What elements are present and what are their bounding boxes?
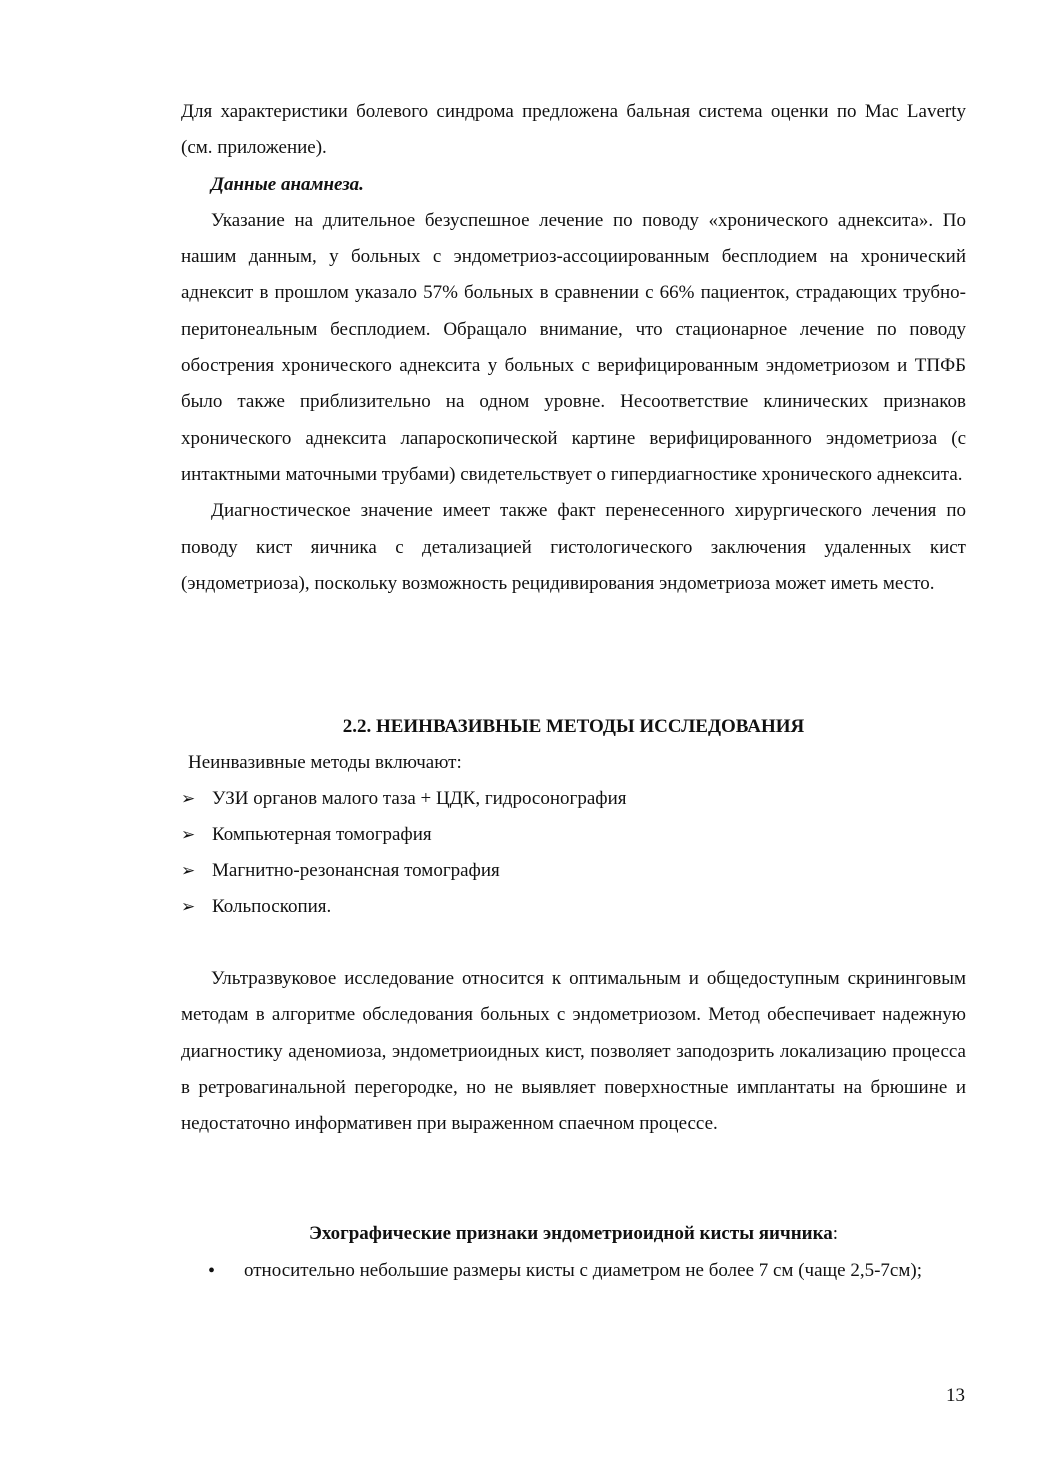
- methods-list: [181, 781, 626, 925]
- list-item: [181, 781, 626, 817]
- paragraph-pain-scoring: Для характеристики болевого синдрома предложена бальная система оценки по Mac Laverty (см. приложение).: [181, 101, 966, 159]
- method-label: Магнитно-резонансная томография: [212, 860, 500, 881]
- arrow-bullet-icon: ➢: [181, 789, 196, 808]
- arrow-bullet-icon: ➢: [181, 861, 196, 880]
- page-number: 13: [946, 1385, 965, 1406]
- method-label: Компьютерная томография: [212, 824, 432, 845]
- list-item: [208, 1254, 966, 1288]
- body-text-ultrasound: [181, 961, 966, 1142]
- bullet-icon: •: [208, 1260, 216, 1282]
- body-text-top: [181, 94, 966, 602]
- method-label: Кольпоскопия.: [212, 896, 332, 917]
- paragraph-ultrasound: Ультразвуковое исследование относится к оптимальным и общедоступным скрининговым методам в алгоритме обследования больных с эндометриозом. Метод обеспечивает надежную диагностику аденомиоза, эндометриоидных кист, позволяет заподозрить локализацию процесса в ретровагинальной перегородке, но не выявляет поверхностные имплантаты на брюшине и недостаточно информативен при выраженном спаечном процессе.: [181, 968, 966, 1135]
- list-item: [181, 853, 626, 889]
- arrow-bullet-icon: ➢: [181, 897, 196, 916]
- method-label: УЗИ органов малого таза + ЦДК, гидросонография: [212, 788, 627, 809]
- methods-intro: Неинвазивные методы включают:: [188, 752, 462, 773]
- paragraph-anamnesis: Указание на длительное безуспешное лечение по поводу «хронического аднексита». По нашим данным, у больных с эндометриоз-ассоциированным бесплодием на хронический аднексит в прошлом указало 57% больных в сравнении с 66% пациенток, страдающих трубно-перитонеальным бесплодием. Обращало внимание, что стационарное лечение по поводу обострения хронического аднексита у больных с верифицированным эндометриозом и ТПФБ было также приблизительно на одном уровне. Несоответствие клинических признаков хронического аднексита лапароскопической картине верифицированного эндометриоза (с интактными маточными трубами) свидетельствует о гипердиагностике хронического аднексита.: [181, 209, 966, 485]
- arrow-bullet-icon: ➢: [181, 825, 196, 844]
- list-item: [181, 889, 626, 925]
- anamnesis-heading: Данные анамнеза.: [211, 173, 364, 195]
- echo-title-text: Эхографические признаки эндометриоидной кисты яичника: [308, 1223, 833, 1244]
- echo-sign-text: относительно небольшие размеры кисты с диаметром не более 7 см (чаще 2,5-7см);: [244, 1260, 922, 1281]
- list-item: [181, 817, 626, 853]
- section-title: 2.2. НЕИНВАЗИВНЫЕ МЕТОДЫ ИССЛЕДОВАНИЯ: [342, 716, 805, 737]
- echo-signs-list: [208, 1254, 966, 1288]
- echo-title-colon: :: [832, 1223, 839, 1244]
- paragraph-diagnostic-value: Диагностическое значение имеет также факт перенесенного хирургического лечения по поводу кист яичника с детализацией гистологического заключения удаленных кист (эндометриоза), поскольку возможность рецидивирования эндометриоза может иметь место.: [181, 500, 966, 594]
- echo-signs-title: [181, 1217, 966, 1251]
